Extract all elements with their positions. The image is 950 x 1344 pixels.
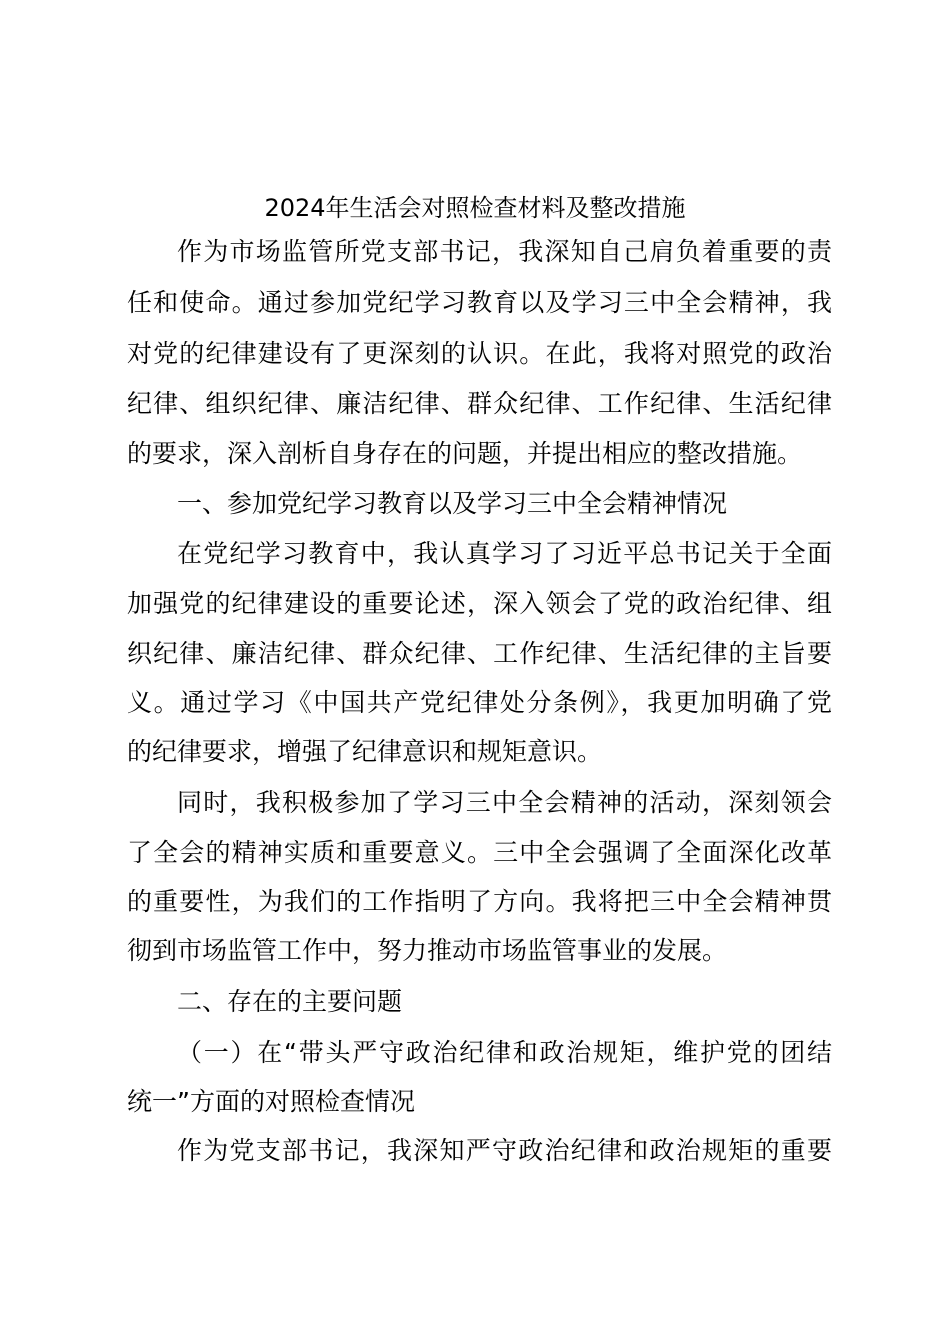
subsection-heading: 统一”方面的对照检查情况	[127, 1087, 415, 1116]
paragraph-line: 的纪律要求，增强了纪律意识和规矩意识。	[127, 737, 603, 766]
paragraph-line: 作为党支部书记，我深知严守政治纪律和政治规矩的重要	[177, 1136, 832, 1165]
paragraph-line: 织纪律、廉洁纪律、群众纪律、工作纪律、生活纪律的主旨要	[127, 639, 832, 668]
paragraph-line: 对党的纪律建设有了更深刻的认识。在此，我将对照党的政治	[127, 339, 832, 368]
section-heading: 二、存在的主要问题	[177, 987, 403, 1016]
paragraph-line: 在党纪学习教育中，我认真学习了习近平总书记关于全面	[177, 539, 832, 568]
paragraph-line: 的重要性，为我们的工作指明了方向。我将把三中全会精神贯	[127, 887, 832, 916]
document-title: 2024年生活会对照检查材料及整改措施	[264, 194, 686, 222]
paragraph-line: 的要求，深入剖析自身存在的问题，并提出相应的整改措施。	[127, 439, 803, 468]
paragraph-line: 加强党的纪律建设的重要论述，深入领会了党的政治纪律、组	[127, 589, 832, 618]
paragraph-line: 同时，我积极参加了学习三中全会精神的活动，深刻领会	[177, 788, 832, 817]
paragraph-line: 作为市场监管所党支部书记，我深知自己肩负着重要的责	[177, 237, 832, 266]
paragraph-line: 义。通过学习《中国共产党纪律处分条例》，我更加明确了党	[127, 688, 832, 717]
paragraph-line: 纪律、组织纪律、廉洁纪律、群众纪律、工作纪律、生活纪律	[127, 389, 832, 418]
subsection-heading: （一）在“带头严守政治纪律和政治规矩，维护党的团结	[177, 1038, 832, 1067]
paragraph-line: 任和使命。通过参加党纪学习教育以及学习三中全会精神，我	[127, 288, 832, 317]
paragraph-line: 了全会的精神实质和重要意义。三中全会强调了全面深化改革	[127, 838, 832, 867]
paragraph-line: 彻到市场监管工作中，努力推动市场监管事业的发展。	[127, 936, 728, 965]
section-heading: 一、参加党纪学习教育以及学习三中全会精神情况	[177, 489, 728, 518]
